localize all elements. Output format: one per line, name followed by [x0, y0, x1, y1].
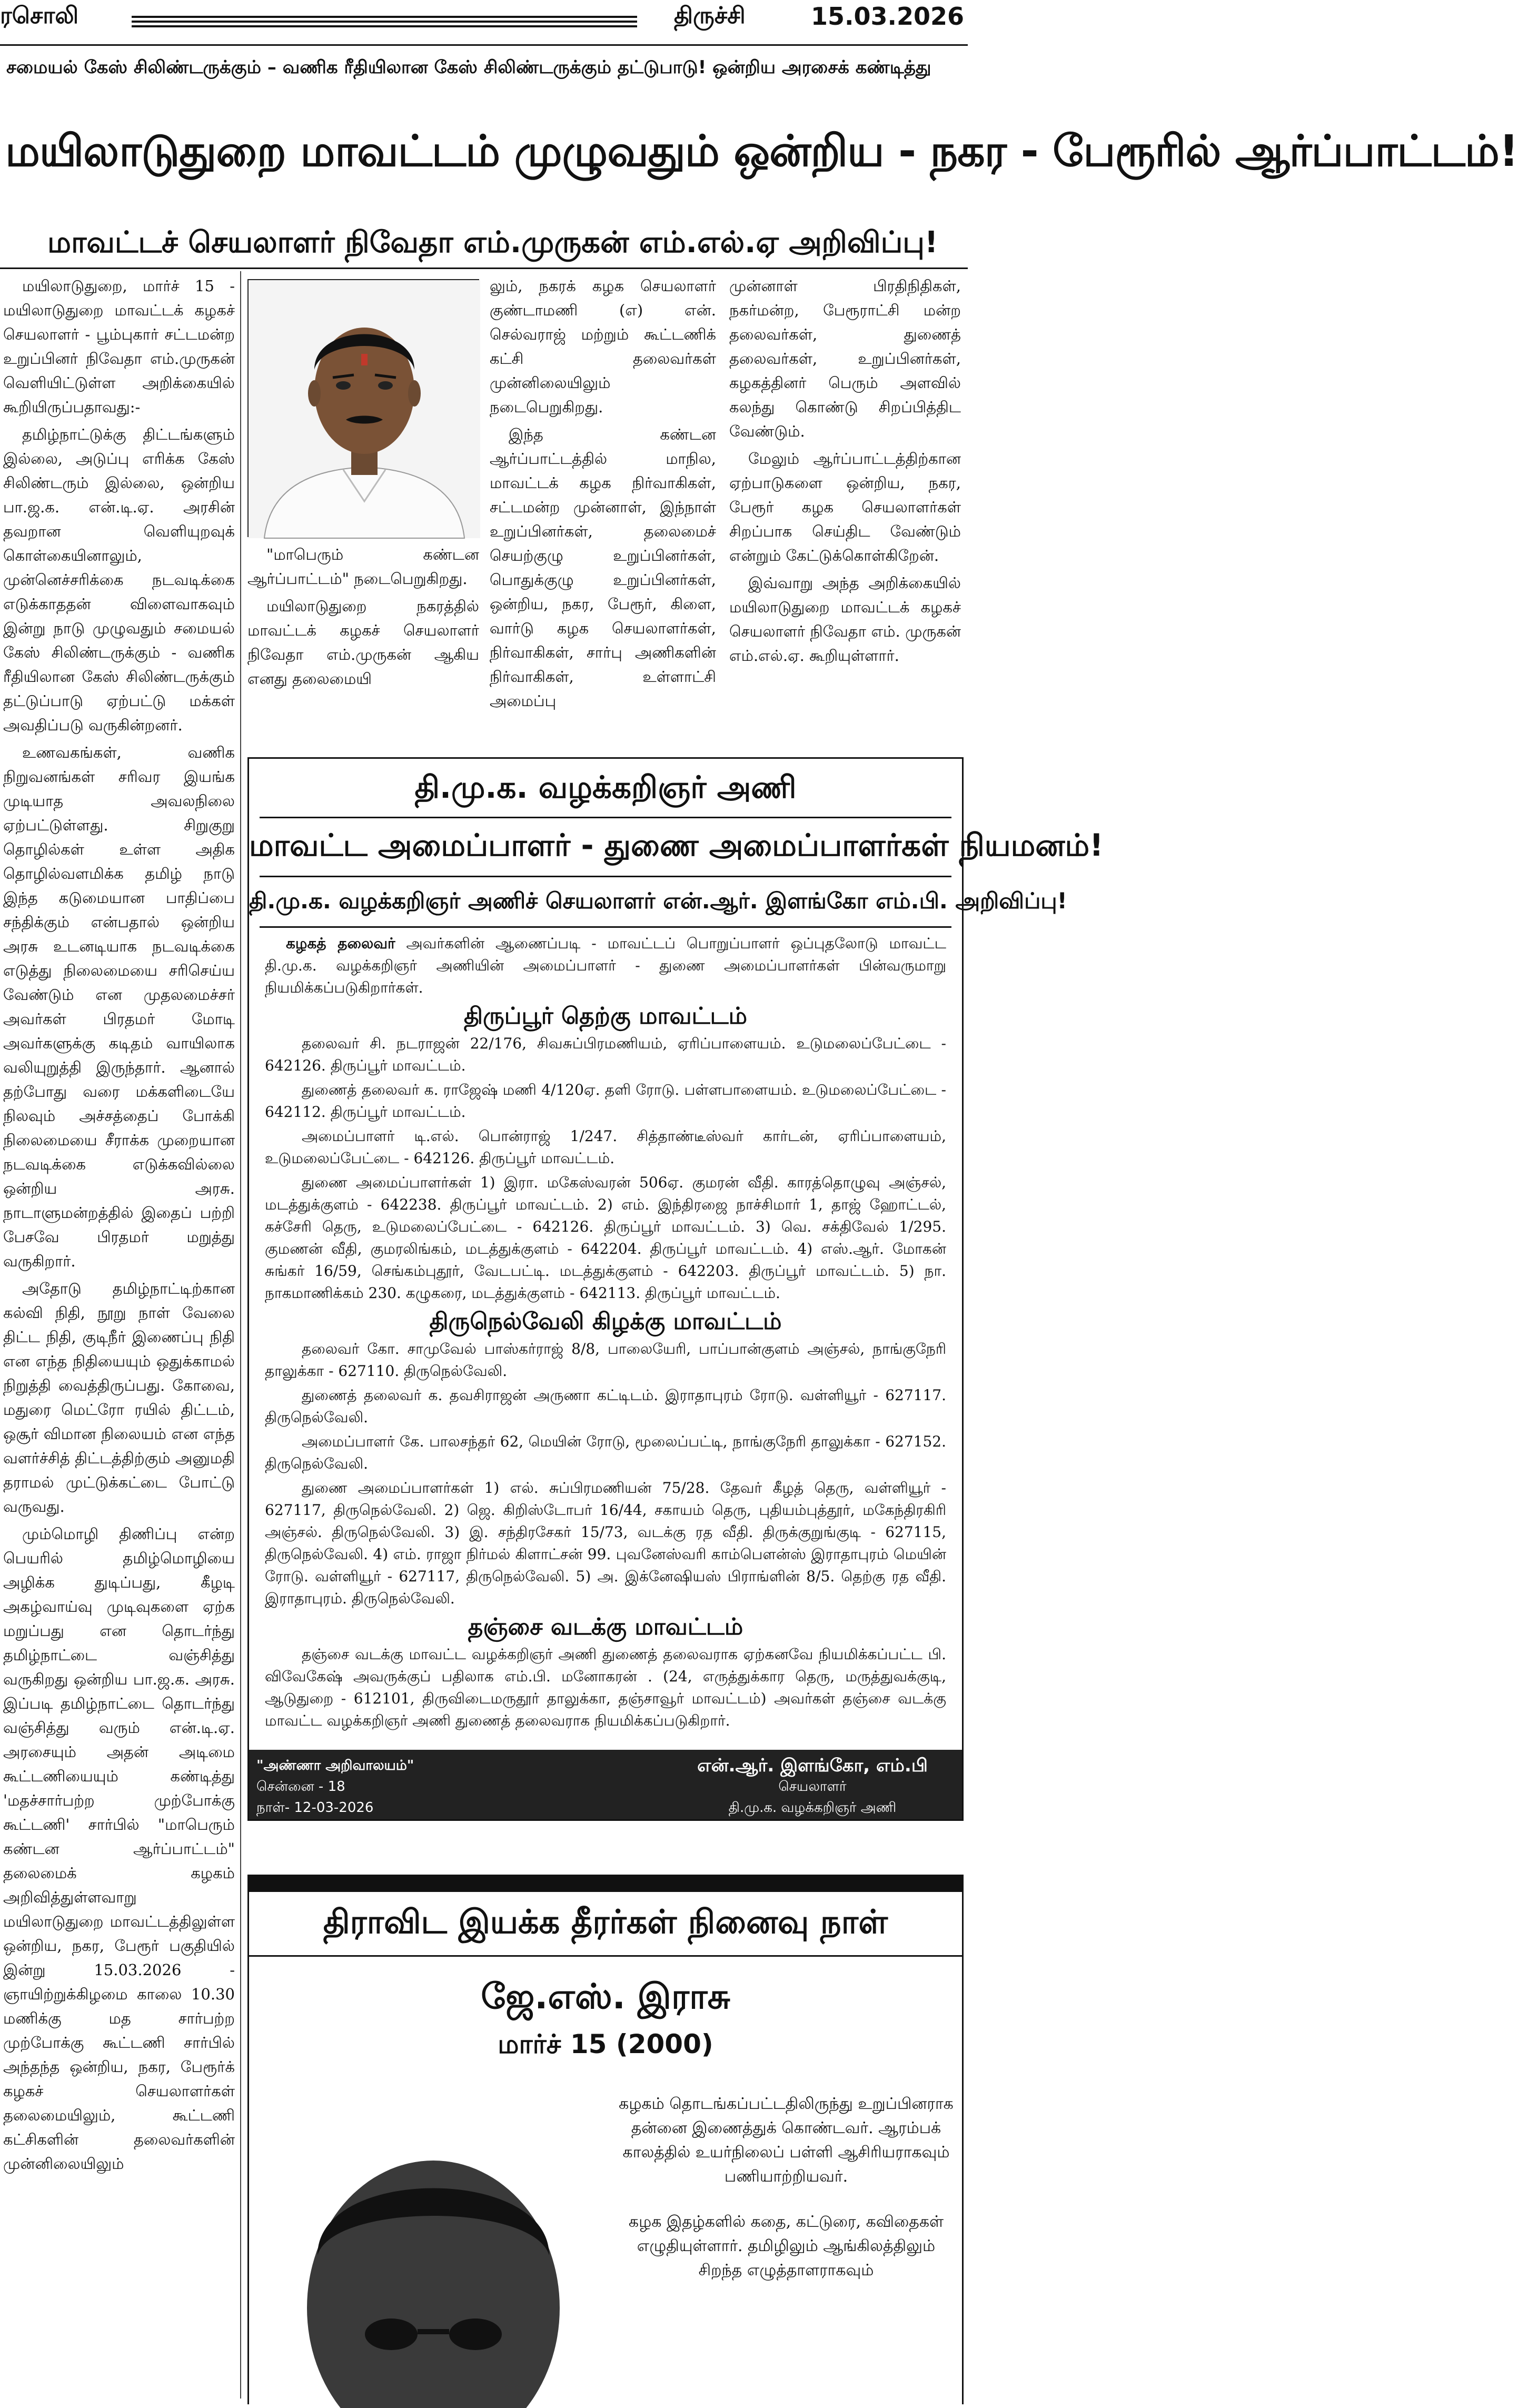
article-column-4	[729, 274, 961, 671]
footer-signer: என்.ஆர். இளங்கோ, எம்.பி	[697, 1755, 928, 1776]
newspaper-name: ரசொலி	[0, 2, 79, 29]
footer-role: செயலாளர்	[778, 1779, 847, 1795]
notice-footer-left	[256, 1755, 520, 1818]
memorial-title: திராவிட இயக்க தீரர்கள் நினைவு நாள்	[323, 1902, 888, 1941]
masthead	[0, 0, 968, 37]
top-rule	[0, 44, 968, 46]
notice-rule	[260, 876, 951, 877]
article-column-3	[490, 274, 716, 716]
article-paragraph: முன்னாள் பிரதிநிதிகள், நகர்மன்ற, பேரூராட்சி மன்ற தலைவர்கள், துணைத் தலைவர்கள், உறுப்பினர்கள், கழகத்தினர் பெரும் அளவில் கலந்து கொண்டு சிறப்பித்திட வேண்டும்.	[729, 277, 961, 440]
article-paragraph: "மாபெரும் கண்டன ஆர்ப்பாட்டம்" நடைபெறுகிறது.	[247, 546, 479, 588]
memorial-text	[618, 2092, 955, 2304]
article-paragraph: இந்த கண்டன ஆர்ப்பாட்டத்தில் மாநில, மாவட்டக் கழக நிர்வாகிகள், சட்டமன்ற முன்னாள், இந்நாள் உறுப்பினர்கள், தலைமைச் செயற்குழு உறுப்பினர்கள், பொதுக்குழு உறுப்பினர்கள், ஒன்றிய, நகர, பேரூர், கிளை, வார்டு கழக செயலாளர்கள், நிர்வாகிகள், சார்பு அணிகளின் நிர்வாகிகள், உள்ளாட்சி அமைப்பு	[490, 425, 716, 710]
article-paragraph: மேலும் ஆர்ப்பாட்டத்திற்கான ஏற்பாடுகளை ஒன்றிய, நகர, பேரூர் கழக செயலாளர்கள் சிறப்பாக செய்திட வேண்டும் என்றும் கேட்டுக்கொள்கிறேன்.	[729, 450, 961, 564]
appointee-entry: துணை அமைப்பாளர்கள் 1) எல். சுப்பிரமணியன் 75/28. தேவர் கீழத் தெரு, வள்ளியூர் - 627117, திருநெல்வேலி. 2) ஜெ. கிறிஸ்டோபர் 16/44, சகாயம் தெரு, புதியம்புத்தூர், மகேந்திரகிரி அஞ்சல். திருநெல்வேலி. 3) இ. சந்திரசேகர் 15/73, வடக்கு ரத வீதி. திருக்குறுங்குடி - 627115, திருநெல்வேலி. 4) எம். ராஜா நிர்மல் கிளாட்சன் 99. புவனேஸ்வரி காம்பௌன்ஸ் இராதாபுரம் மெயின் ரோடு. வள்ளியூர் - 627117, திருநெல்வேலி. 5) அ. இக்னேஷியஸ் பிராங்ளின் 8/5. தெற்கு ரத வீதி. இராதாபுரம். திருநெல்வேலி.	[265, 1479, 946, 1607]
notice-intro-text: அவர்களின் ஆணைப்படி - மாவட்டப் பொறுப்பாளர் ஒப்புதலோடு மாவட்ட தி.மு.க. வழக்கறிஞர் அணியின் அமைப்பாளர் - துணை அமைப்பாளர்கள் பின்வருமாறு நியமிக்கப்படுகிறார்கள்.	[265, 935, 946, 996]
footer-date: நாள்- 12-03-2026	[256, 1800, 374, 1816]
appointee-entry: தலைவர் கோ. சாமுவேல் பாஸ்கர்ராஜ் 8/8, பாலையேரி, பாப்பான்குளம் அஞ்சல், நாங்குநேரி தாலுக்கா - 627110. திருநெல்வேலி.	[265, 1340, 946, 1380]
footer-place: "அண்ணா அறிவாலயம்"	[256, 1758, 414, 1773]
edition-date: 15.03.2026	[811, 2, 965, 31]
subheadline: மாவட்டச் செயலாளர் நிவேதா எம்.முருகன் எம்.எல்.ஏ அறிவிப்பு!	[47, 225, 938, 260]
district-heading: திருப்பூர் தெற்கு மாவட்டம்	[463, 1003, 748, 1029]
portrait-photo	[247, 279, 479, 537]
appointee-entry: துணைத் தலைவர் க. ராஜேஷ் மணி 4/120ஏ. தளி ரோடு. பள்ளபாளையம். உடுமலைப்பேட்டை - 642112. திருப்பூர் மாவட்டம்.	[265, 1081, 946, 1121]
appointee-entry: அமைப்பாளர் கே. பாலசந்தர் 62, மெயின் ரோடு, மூலைப்பட்டி, நாங்குநேரி தாலுக்கா - 627152. திருநெல்வேலி.	[265, 1433, 946, 1472]
article-paragraph: மயிலாடுதுறை, மார்ச் 15 - மயிலாடுதுறை மாவட்டக் கழகச் செயலாளர் - பூம்புகார் சட்டமன்ற உறுப்பினர் நிவேதா எம்.முருகன் வெளியிட்டுள்ள அறிக்கையில் கூறியிருப்பதாவது:-	[3, 277, 235, 416]
article-paragraph: இவ்வாறு அந்த அறிக்கையில் மயிலாடுதுறை மாவட்டக் கழகச் செயலாளர் நிவேதா எம். முருகன் எம்.எல்.ஏ. கூறியுள்ளார்.	[729, 574, 961, 665]
edition-city: திருச்சி	[674, 2, 746, 29]
notice-title: தி.மு.க. வழக்கறிஞர் அணி	[414, 769, 797, 805]
headline: மயிலாடுதுறை மாவட்டம் முழுவதும் ஒன்றிய - நகர - பேரூரில் ஆர்ப்பாட்டம்!	[5, 126, 1518, 176]
notice-intro	[265, 933, 946, 999]
appointee-entry: தஞ்சை வடக்கு மாவட்ட வழக்கறிஞர் அணி துணைத் தலைவராக ஏற்கனவே நியமிக்கப்பட்ட பி. விவேகேஷ் அவருக்குப் பதிலாக எம்.பி. மனோகரன் . (24, எருத்துக்கார தெரு, மருத்துவக்குடி, ஆடுதுறை - 612101, திருவிடைமருதூர் தாலுக்கா, தஞ்சாவூர் மாவட்டம்) அவர்கள் தஞ்சை வடக்கு மாவட்ட வழக்கறிஞர் அணி துணைத் தலைவராக நியமிக்கப்படுகிறார்.	[265, 1646, 946, 1729]
article-paragraph: மும்மொழி திணிப்பு என்ற பெயரில் தமிழ்மொழியை அழிக்க துடிப்பது, கீழடி அகழ்வாய்வு முடிவுகளை ஏற்க மறுப்பது என தொடர்ந்து தமிழ்நாட்டை வஞ்சித்து வருகிறது ஒன்றிய பா.ஜ.க. அரசு. இப்படி தமிழ்நாட்டை தொடர்ந்து வஞ்சித்து வரும் என்.டி.ஏ. அரசையும் அதன் அடிமை கூட்டணியையும் கண்டித்து 'மதச்சார்பற்ற முற்போக்கு கூட்டணி' சார்பில் "மாபெரும் கண்டன ஆர்ப்பாட்டம்" தலைமைக் கழகம் அறிவித்துள்ளவாறு மயிலாடுதுறை மாவட்டத்திலுள்ள ஒன்றிய, நகர, பேரூர் பகுதியில் இன்று 15.03.2026 - ஞாயிற்றுக்கிழமை காலை 10.30 மணிக்கு மத சார்பற்ற முற்போக்கு கூட்டணி சார்பில் அந்தந்த ஒன்றிய, நகர, பேரூர்க் கழகச் செயலாளர்கள் தலைமையிலும், கூட்டணி கட்சிகளின் தலைவர்களின் முன்னிலையிலும்	[3, 1525, 235, 2173]
memorial-top-bar	[249, 1876, 962, 1892]
footer-city: சென்னை - 18	[256, 1779, 345, 1795]
notice-rule	[260, 817, 951, 818]
article-paragraph: தமிழ்நாட்டுக்கு திட்டங்களும் இல்லை, அடுப்பு எரிக்க கேஸ் சிலிண்டரும் இல்லை, ஒன்றிய பா.ஜ.க. என்.டி.ஏ. அரசின் தவறான வெளியுறவுக் கொள்கையினாலும், முன்னெச்சரிக்கை நடவடிக்கை எடுக்காததன் விளைவாகவும் இன்று நாடு முழுவதும் சமையல் கேஸ் சிலிண்டருக்கும் - வணிக ரீதியிலான கேஸ் சிலிண்டருக்கும் தட்டுப்பாடு ஏற்பட்டு மக்கள் அவதிப்படு வருகின்றனர்.	[3, 425, 235, 734]
footer-org: தி.மு.க. வழக்கறிஞர் அணி	[728, 1800, 897, 1816]
memorial-paragraph: கழக இதழ்களில் கதை, கட்டுரை, கவிதைகள் எழுதியுள்ளார். தமிழிலும் ஆங்கிலத்திலும் சிறந்த எழுத்தாளராகவும்	[628, 2213, 944, 2280]
article-paragraph: லும், நகரக் கழக செயலாளர் குண்டாமணி (எ) என். செல்வராஜ் மற்றும் கூட்டணிக் கட்சி தலைவர்கள் முன்னிலையிலும் நடைபெறுகிறது.	[490, 277, 716, 416]
memorial-date: மார்ச் 15 (2000)	[498, 2029, 713, 2059]
appointment-notice	[247, 757, 1104, 1821]
article-paragraph: மயிலாடுதுறை நகரத்தில் மாவட்டக் கழகச் செயலாளர் நிவேதா எம்.முருகன் ஆகிய எனது தலைமையி	[247, 597, 479, 688]
memorial-rule	[249, 1955, 962, 1957]
notice-subtitle: மாவட்ட அமைப்பாளர் - துணை அமைப்பாளர்கள் நியமனம்!	[249, 827, 1104, 863]
memorial-photo	[260, 2087, 607, 2406]
district-heading: தஞ்சை வடக்கு மாவட்டம்	[468, 1613, 743, 1640]
appointee-entry: துணைத் தலைவர் க. தவசிராஜன் அருணா கட்டிடம். இராதாபுரம் ரோடு. வள்ளியூர் - 627117. திருநெல்வேலி.	[265, 1386, 946, 1426]
notice-footer	[249, 1750, 962, 1819]
photo-caption-column	[247, 542, 479, 694]
memorial-name: ஜே.எஸ். இராசு	[481, 1976, 730, 2017]
notice-announcer: தி.மு.க. வழக்கறிஞர் அணிச் செயலாளர் என்.ஆர். இளங்கோ எம்.பி. அறிவிப்பு!	[249, 888, 1067, 914]
article-paragraph: அதோடு தமிழ்நாட்டிற்கான கல்வி நிதி, நூறு நாள் வேலை திட்ட நிதி, குடிநீர் இணைப்பு நிதி என எந்த நிதியையும் ஒதுக்காமல் நிறுத்தி வைத்திருப்பது. கோவை, மதுரை மெட்ரோ ரயில் திட்டம், ஒசூர் விமான நிலையம் என எந்த வளர்ச்சித் திட்டத்திற்கும் அனுமதி தராமல் முட்டுக்கட்டை போட்டு வருவது.	[3, 1280, 235, 1515]
notice-footer-right	[670, 1755, 955, 1818]
memorial-paragraph: கழகம் தொடங்கப்பட்டதிலிருந்து உறுப்பினராக தன்னை இணைத்துக் கொண்டவர். ஆரம்பக் காலத்தில் உயர்நிலைப் பள்ளி ஆசிரியராகவும் பணியாற்றியவர்.	[619, 2095, 954, 2186]
column-divider	[240, 271, 241, 2399]
masthead-rules	[132, 16, 637, 30]
headline-rule	[0, 267, 968, 269]
article-paragraph: உணவகங்கள், வணிக நிறுவனங்கள் சரிவர இயங்க முடியாத அவலநிலை ஏற்பட்டுள்ளது. சிறுகுறு தொழில்கள் உள்ள அதிக தொழில்வளமிக்க தமிழ் நாடு இந்த கடுமையான பாதிப்பை சந்திக்கும் என்பதால் ஒன்றிய அரசு உடனடியாக நடவடிக்கை எடுத்து நிலைமையை சரிசெய்ய வேண்டும் என முதலமைச்சர் அவர்கள் பிரதமர் மோடி அவர்களுக்கு கடிதம் வாயிலாக வலியுறுத்தி இருந்தார். ஆனால் தற்போது வரை மக்களிடையே நிலவும் அச்சத்தைப் போக்கி நிலைமையை சீராக்க முறையான நடவடிக்கை எடுக்கவில்லை ஒன்றிய அரசு. நாடாளுமன்றத்தில் இதைப் பற்றி பேசவே பிரதமர் மறுத்து வருகிறார்.	[3, 744, 235, 1270]
appointee-entry: அமைப்பாளர் டி.எல். பொன்ராஜ் 1/247. சித்தாண்டீஸ்வர் கார்டன், ஏரிப்பாளையம், உடுமலைப்பேட்டை - 642126. திருப்பூர் மாவட்டம்.	[265, 1127, 946, 1167]
kicker: சமையல் கேஸ் சிலிண்டருக்கும் – வணிக ரீதியிலான கேஸ் சிலிண்டருக்கும் தட்டுபாடு! ஒன்றிய அரசைக் கண்டித்து	[6, 57, 931, 78]
appointee-entry: தலைவர் சி. நடராஜன் 22/176, சிவசுப்பிரமணியம், ஏரிப்பாளையம். உடுமலைப்பேட்டை - 642126. திருப்பூர் மாவட்டம்.	[265, 1035, 946, 1074]
notice-intro-bold: கழகத் தலைவர்	[286, 935, 395, 952]
article-column-1	[3, 274, 235, 2179]
district-heading: திருநெல்வேலி கிழக்கு மாவட்டம்	[429, 1308, 782, 1335]
memorial-section	[247, 1875, 964, 2404]
notice-rule	[260, 926, 951, 928]
appointee-entry: துணை அமைப்பாளர்கள் 1) இரா. மகேஸ்வரன் 506ஏ. குமரன் வீதி. காரத்தொழுவு அஞ்சல், மடத்துக்குளம் - 642238. திருப்பூர் மாவட்டம். 2) எம். இந்திரஜை நாச்சிமார் 1, தாஜ் ஹோட்டல், கச்சேரி தெரு, உடுமலைப்பேட்டை - 642126. திருப்பூர் மாவட்டம். 3) வெ. சக்திவேல் 1/295. குமணன் வீதி, குமரலிங்கம், மடத்துக்குளம் - 642204. திருப்பூர் மாவட்டம். 4) எஸ்.ஆர். மோகன் சுங்கர் 16/59, செங்கம்புதூர், வேடபட்டி. மடத்துக்குளம் - 642203. திருப்பூர் மாவட்டம். 5) நா. நாகமாணிக்கம் 230. கழுகரை, மடத்துக்குளம் - 642113. திருப்பூர் மாவட்டம்.	[265, 1174, 946, 1302]
notice-body	[265, 933, 946, 1734]
